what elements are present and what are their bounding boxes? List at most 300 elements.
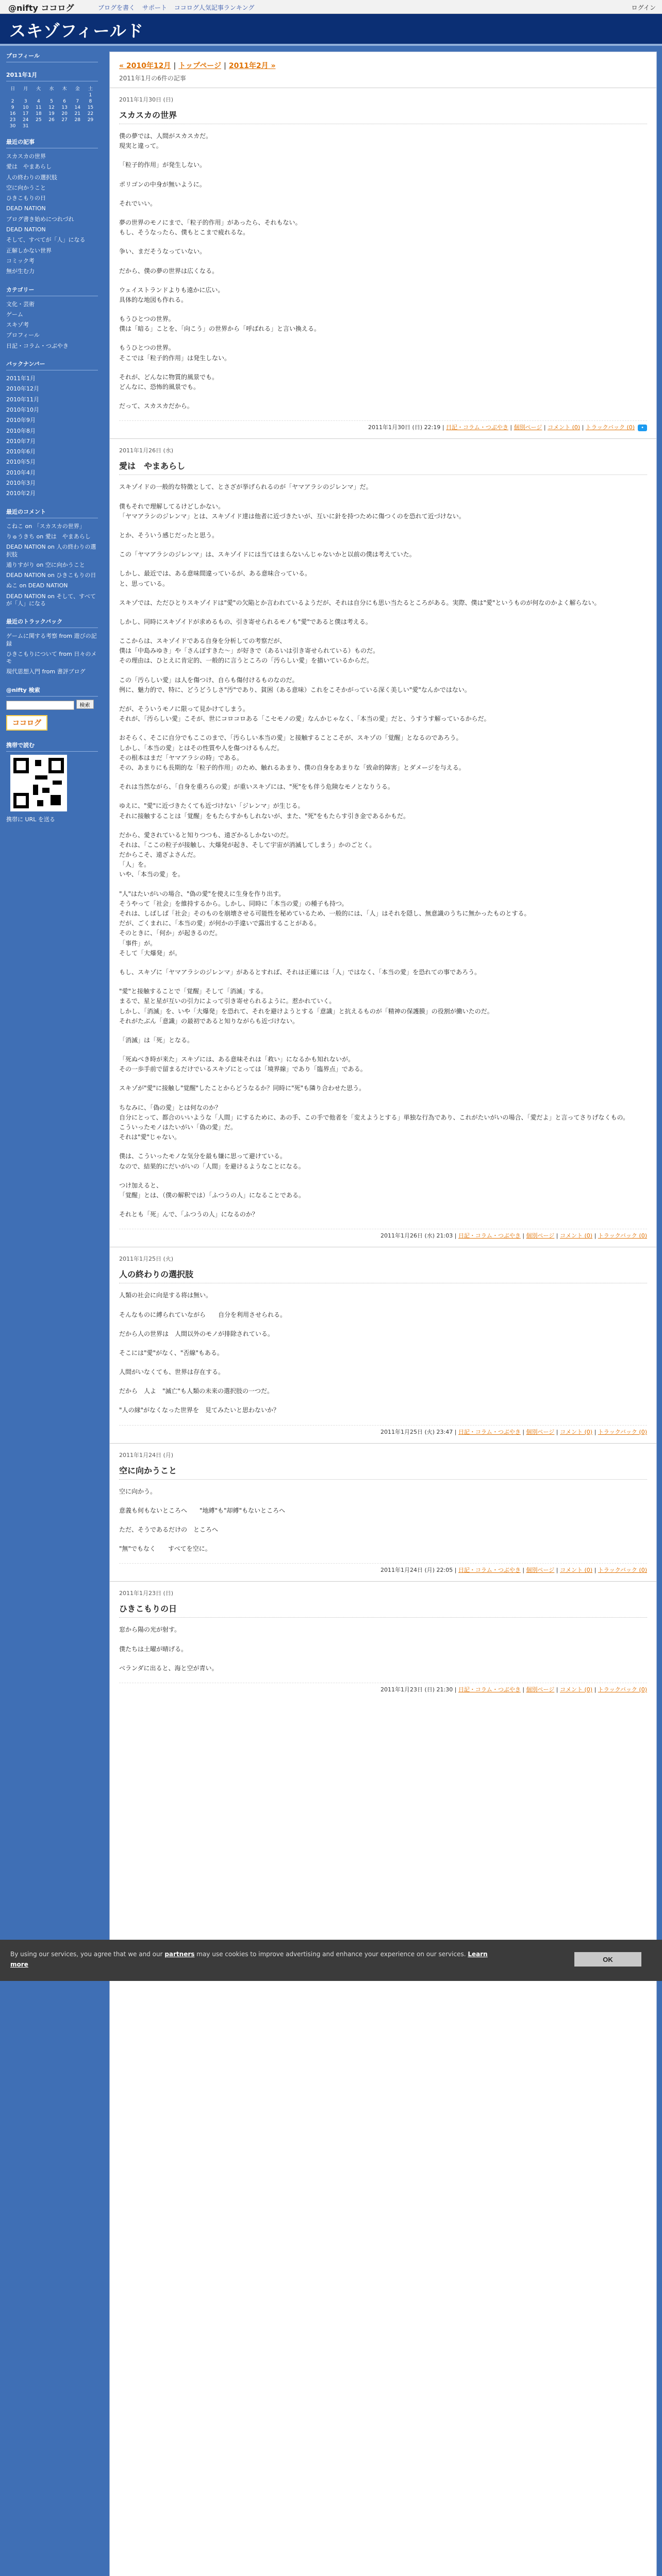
entry-text-line: 「覚醒」とは、（僕の解釈では）「ふつうの人」になることである。 xyxy=(119,1191,305,1199)
recent-post-link[interactable]: 正解しかない世界 xyxy=(6,247,52,254)
entry-text-line: ここからは、スキゾイドである自身を分析しての考察だが、 xyxy=(119,637,286,645)
calendar-row xyxy=(6,123,97,129)
comment-link[interactable]: DEAD NATION on ひきこもりの日 xyxy=(6,572,96,579)
trackback-link[interactable]: ひきこもりについて from 日々のメモ xyxy=(6,650,97,665)
comment-link[interactable]: こねこ on 「スカスカの世界」 xyxy=(6,522,85,530)
paragraph-gap xyxy=(119,724,647,733)
topbar-link-ranking[interactable]: ココログ人気記事ランキング xyxy=(174,4,255,11)
calendar-day[interactable]: 15 xyxy=(87,105,94,110)
entry-text-line: "愛"と接触することで「覚醒」そして「消滅」する。 xyxy=(119,988,268,995)
entry-text-line: 「消滅」は「死」となる。 xyxy=(119,1036,194,1044)
entry-text-line: 現実と違って。 xyxy=(119,142,162,150)
paragraph-gap xyxy=(119,257,647,266)
category-link[interactable]: ゲーム xyxy=(6,311,23,318)
paragraph-gap xyxy=(119,560,647,569)
entry-text-line: だから、愛されていると知りつつも、遠ざかるしかないのだ。 xyxy=(119,831,293,839)
cookie-ok-button[interactable]: OK xyxy=(574,1952,641,1967)
paragraph-gap xyxy=(119,1654,647,1664)
category-heading: カテゴリー xyxy=(6,284,98,296)
archive-link[interactable]: 2011年1月 xyxy=(6,375,36,382)
calendar-day xyxy=(32,123,45,129)
paragraph-gap xyxy=(119,1497,647,1506)
entry-text-line: だからこそ、遠ざよさんだ。 xyxy=(119,851,200,859)
entry-text-line: それは当然ながら、「自身を重ろらの愛」が重いスキゾには、"死"をも伴う危険なモノとなりうる。 xyxy=(119,783,394,791)
comments-heading: 最近のコメント xyxy=(6,506,98,518)
calendar-day[interactable]: 23 xyxy=(9,117,16,123)
calendar-row xyxy=(6,84,97,92)
archive-link[interactable]: 2010年9月 xyxy=(6,417,36,424)
paragraph-gap xyxy=(119,589,647,598)
calendar-day[interactable]: 9 xyxy=(11,105,14,110)
paragraph-gap xyxy=(119,1339,647,1348)
pager-next-link[interactable]: 2011年2月 » xyxy=(228,62,276,70)
post-count-label: 2011年1月の6件の記事 xyxy=(119,75,186,82)
paragraph-gap xyxy=(119,1074,647,1083)
cookie-learn-more-link[interactable]: Learn more xyxy=(10,1951,488,1969)
entry-footer: 2011年1月30日 (日) 22:19 | 日記・コラム・つぶやき | 個別ページ | コメント (0) | トラックバック (0) • xyxy=(119,420,647,431)
entry-text-line: だから、僕の夢の世界は広くなる。 xyxy=(119,267,219,275)
entry-text-line: とか、そういう感じだったと思う。 xyxy=(119,531,219,539)
calendar-day[interactable]: 14 xyxy=(74,105,80,110)
entry-timestamp: 2011年1月25日 (火) 23:47 xyxy=(380,1428,453,1435)
archive-link[interactable]: 2010年5月 xyxy=(6,459,36,466)
calendar-heading: 2011年1月 xyxy=(6,70,98,81)
entry-text-line: と、思っている。 xyxy=(119,580,169,587)
paragraph-gap xyxy=(119,958,647,968)
calendar-day[interactable]: 19 xyxy=(48,111,55,116)
paragraph-gap xyxy=(119,977,647,987)
paragraph-gap xyxy=(119,1358,647,1367)
entry-date: 2011年1月24日 (月) xyxy=(119,1451,174,1459)
paragraph-gap xyxy=(119,1535,647,1544)
archive-link[interactable]: 2010年8月 xyxy=(6,427,36,434)
entry-list xyxy=(110,88,656,1701)
blog-entry xyxy=(110,88,656,438)
entry-footer-link[interactable]: 個別ページ xyxy=(526,1232,555,1240)
comment-link[interactable]: DEAD NATION on そして、すべてが「人」になる xyxy=(6,592,96,607)
calendar-day[interactable]: 24 xyxy=(22,117,29,123)
entry-date: 2011年1月23日 (日) xyxy=(119,1590,174,1597)
entry-footer-link[interactable]: トラックバック (0) xyxy=(598,1232,647,1240)
comment-link[interactable]: 通りすがり on 空に向かうこと xyxy=(6,561,85,568)
paragraph-gap xyxy=(119,334,647,343)
entry-footer-link[interactable]: コメント (0) xyxy=(548,424,581,431)
entry-footer-link[interactable]: コメント (0) xyxy=(560,1686,593,1693)
entry-text-line: 例に、魅力的で、特に、どうどうしさ"汚"であり、貧困（ある意味）これをこそかがっている深く美しい"愛"なんかではない。 xyxy=(119,686,471,693)
mobile-send-url[interactable]: 携帯に URL を送る xyxy=(6,816,55,823)
recent-post-link[interactable]: 愛は やまあらし xyxy=(6,163,52,171)
search-section xyxy=(6,685,98,733)
entry-text-line: 具体的な地図も作れる。 xyxy=(119,296,188,303)
cookie-partners-link[interactable]: partners xyxy=(164,1951,195,1958)
entry-text-line: その、あまりにも長期的な「粒子的作用」のため、触れるあまり、僕の自身をあまりな「致命的障害」とダメージを与える。 xyxy=(119,764,465,771)
trackbacks-heading: 最近のトラックバック xyxy=(6,616,98,628)
calendar-day[interactable]: 17 xyxy=(22,111,29,116)
calendar-day[interactable]: 22 xyxy=(87,111,94,116)
calendar-day[interactable]: 20 xyxy=(61,111,68,116)
calendar-day xyxy=(6,92,19,98)
calendar-day[interactable]: 11 xyxy=(36,105,42,110)
paragraph-gap xyxy=(119,209,647,218)
entry-text-line: どんなに、恐怖的風景でも。 xyxy=(119,383,200,391)
entry-footer-link[interactable]: コメント (0) xyxy=(560,1232,593,1240)
comment-link[interactable]: DEAD NATION on 人の終わりの選択肢 xyxy=(6,544,96,558)
calendar-weekday: 月 xyxy=(23,87,28,92)
comments-list xyxy=(6,521,98,609)
entry-text-line: ベランダに出ると、海と空が青い。 xyxy=(119,1664,218,1672)
calendar-day xyxy=(58,123,71,129)
calendar-day xyxy=(19,92,32,98)
entry-text-line: 「死ぬべき時が来た」スキゾには、ある意味それは「救い」になるかも知れないが。 xyxy=(119,1056,355,1063)
pager-sep: | xyxy=(221,62,229,70)
category-section xyxy=(6,284,98,351)
entry-text-line: つけ加えると、 xyxy=(119,1181,163,1189)
calendar-row xyxy=(6,111,97,117)
entry-text-line: もし、スキゾに「ヤマアラシのジレンマ」があるとすれば、それは正確には「人」ではなく、「本当の愛」を恐れての事であろう。 xyxy=(119,968,481,976)
recent-post-link[interactable]: ひきこもりの日 xyxy=(6,195,46,202)
entry-text-line: そこでは「粒子的作用」は発生しない。 xyxy=(119,354,231,362)
recent-post-link[interactable]: ブログ書き始めにつれづれ xyxy=(6,215,74,223)
mobile-section xyxy=(6,740,98,825)
entry-text-line: そこには"愛"がなく、"否線"もある。 xyxy=(119,1349,223,1357)
recent-posts-section xyxy=(6,137,98,277)
entry-text-line: この「ヤマアラシのジレンマ」は、スキゾイドには当てはまらないんじゃないかと以前の僕は考えていた。 xyxy=(119,551,416,558)
entry-text-line: それとも「死」んで、「ふつうの人」になるのか？ xyxy=(119,1211,258,1218)
entry-text-line: それは"愛"じゃない。 xyxy=(119,1133,181,1141)
entry-footer-link[interactable]: 日記・コラム・つぶやき xyxy=(458,1428,521,1435)
paragraph-gap xyxy=(119,1172,647,1181)
entry-text-line: その根本はまだ「ヤマアラシの時」である。 xyxy=(119,754,243,761)
entry-text-line: "人の縁"がなくなった世界を 見てみたいと思わないか？ xyxy=(119,1406,280,1414)
blog-entry xyxy=(110,1247,656,1443)
entry-footer-link[interactable]: 日記・コラム・つぶやき xyxy=(458,1567,521,1574)
paragraph-gap xyxy=(119,792,647,801)
calendar-day[interactable]: 25 xyxy=(36,117,42,123)
entry-text-line: それは、しばしば「社会」そのものを崩壊させる可能性を秘めているため、一般的には、「人」はそれを隠し、無意識のうちに無かったものとする。 xyxy=(119,910,531,917)
paragraph-gap xyxy=(119,1142,647,1151)
entry-title[interactable]: 空に向かうこと xyxy=(119,1462,647,1480)
entry-text-line: だが、そういうモノに限って見かけてしまう。 xyxy=(119,705,249,713)
calendar-day[interactable]: 8 xyxy=(89,99,92,104)
entry-footer-link[interactable]: コメント (0) xyxy=(560,1428,593,1435)
archive-link[interactable]: 2010年2月 xyxy=(6,490,36,497)
calendar-day[interactable]: 28 xyxy=(74,117,80,123)
archive-link[interactable]: 2010年10月 xyxy=(6,406,39,413)
pager-top-link[interactable]: トップページ xyxy=(178,62,221,70)
blog-title[interactable]: スキゾフィールド xyxy=(9,21,144,41)
category-list xyxy=(6,299,98,351)
entry-text-line: ちなみに、「偽の愛」とは何なのか？ xyxy=(119,1104,222,1111)
entry-title[interactable]: 愛は やまあらし xyxy=(119,457,647,475)
archive-heading: バックナンバー xyxy=(6,359,98,370)
entry-footer-link[interactable]: トラックバック (0) xyxy=(585,424,635,431)
entry-text-line: だから 人よ "滅亡"も人類の未来の選択肢の一つだ。 xyxy=(119,1387,274,1395)
paragraph-gap xyxy=(119,1045,647,1055)
archive-link[interactable]: 2010年6月 xyxy=(6,448,36,455)
entry-text-line: そして「大爆発」が。 xyxy=(119,949,181,957)
paragraph-gap xyxy=(119,540,647,550)
month-pager xyxy=(119,60,647,71)
calendar-day[interactable]: 13 xyxy=(61,105,68,110)
archive-section xyxy=(6,359,98,499)
entry-text-line: そうやって「社会」を維持するから。しかし、同時に「本当の愛」の種子も持つ。 xyxy=(119,900,348,907)
calendar-day xyxy=(84,123,97,129)
calendar-day xyxy=(71,123,84,129)
entry-footer-link[interactable]: 個別ページ xyxy=(514,424,542,431)
calendar-day[interactable]: 29 xyxy=(87,117,94,123)
entry-text-line: 「事件」が。 xyxy=(119,939,157,947)
calendar-day[interactable]: 2 xyxy=(11,99,14,104)
calendar-day xyxy=(71,92,84,98)
entry-text-line: ゆえに、"愛"に近づきたくても近づけない「ジレンマ」が生じる。 xyxy=(119,802,304,810)
entry-text-line: 人間がいなくても、世界は存在する。 xyxy=(119,1368,225,1376)
entry-text-line: それがたぶん「意識」の最初であると知りながらも近づけない。 xyxy=(119,1017,299,1025)
profile-heading[interactable]: プロフィール xyxy=(6,50,98,62)
entry-footer: 2011年1月25日 (火) 23:47 | 日記・コラム・つぶやき | 個別ページ | コメント (0) | トラックバック (0) xyxy=(119,1425,647,1436)
entry-text-line: それに接触することは「覚醒」をもたらすかもしれないが、また、"死"をもたらす引き金であるかもだ。 xyxy=(119,812,410,820)
calendar-day[interactable]: 16 xyxy=(9,111,16,116)
archive-link[interactable]: 2010年4月 xyxy=(6,469,36,476)
entry-timestamp: 2011年1月26日 (水) 21:03 xyxy=(380,1232,453,1240)
calendar-row xyxy=(6,117,97,123)
recent-posts-list xyxy=(6,151,98,277)
archive-link[interactable]: 2010年3月 xyxy=(6,480,36,487)
calendar-row xyxy=(6,105,97,111)
entry-footer-link[interactable]: 個別ページ xyxy=(526,1428,555,1435)
calendar-day[interactable]: 31 xyxy=(22,124,29,129)
entry-title[interactable]: ひきこもりの日 xyxy=(119,1600,647,1618)
category-link[interactable]: 日記・コラム・つぶやき xyxy=(6,342,69,349)
entry-text-line: その理由は、ひとえに肯定的、一般的に言うところの「汚らしい愛」を描いているからだ。 xyxy=(119,657,373,665)
entry-text-line: 空に向かう。 xyxy=(119,1487,157,1495)
paragraph-gap xyxy=(119,392,647,401)
trackback-link[interactable]: 現代思想入門 from 書評ブログ xyxy=(6,668,86,675)
paragraph-gap xyxy=(119,608,647,617)
calendar-weekday: 木 xyxy=(62,87,67,92)
entry-footer-link[interactable]: トラックバック (0) xyxy=(598,1686,647,1693)
entry-text-line: それが、「汚らしい愛」こそが、世にコロコロある「こセモノの愛」なんかじゃなく、「本当の愛」だと、うすうす解っているからだ。 xyxy=(119,715,490,723)
blog-entry xyxy=(110,1443,656,1582)
calendar-weekday: 水 xyxy=(49,87,54,92)
entry-text-line: 窓から陽の光が射す。 xyxy=(119,1626,181,1634)
pager-sep: | xyxy=(171,62,179,70)
calendar-day[interactable]: 10 xyxy=(22,105,29,110)
comment-link[interactable]: ぬこ on DEAD NATION xyxy=(6,582,68,589)
entry-text-line: 僕たちは土曜が晴げる。 xyxy=(119,1645,188,1653)
entry-text-line: 僕は、こういったモノな気分を最も嫌に思って避けている。 xyxy=(119,1153,286,1160)
category-link[interactable]: スキゾ考 xyxy=(6,321,29,329)
calendar-day[interactable]: 30 xyxy=(9,124,16,129)
paragraph-gap xyxy=(119,1516,647,1525)
topbar-login[interactable]: ログイン xyxy=(631,4,656,11)
paragraph-gap xyxy=(119,276,647,285)
paragraph-gap xyxy=(119,493,647,502)
nifty-logo[interactable]: @nifty ココログ xyxy=(8,3,74,13)
topbar-link-support[interactable]: サポート xyxy=(142,4,167,11)
paragraph-gap xyxy=(119,1026,647,1036)
recent-post-link[interactable]: DEAD NATION xyxy=(6,205,46,212)
entry-text-line: "無"でもなく すべてを空に。 xyxy=(119,1545,211,1553)
calendar-weekday: 金 xyxy=(75,87,80,92)
paragraph-gap xyxy=(119,238,647,247)
calendar-day[interactable]: 6 xyxy=(63,99,66,104)
entry-text-line: ポリゴンの中身が無いように。 xyxy=(119,180,206,188)
calendar-weekday: 日 xyxy=(10,87,15,92)
sidebar xyxy=(0,46,103,2576)
entry-text-line: 自分にとって、都合のいいような「人間」にするために、あの手、この手で他者を「変えようとする」単独な行為であり、これがたいがいの場合、「愛だよ」と言ってさりげなくもの。 xyxy=(119,1113,630,1121)
entry-text-line: しかし、「本当の愛」とはその性質や人を傷つけるもんだ。 xyxy=(119,744,284,752)
mobile-heading: 携帯で読む xyxy=(6,740,98,752)
entry-title[interactable]: 人の終わりの選択肢 xyxy=(119,1266,647,1283)
paragraph-gap xyxy=(119,1320,647,1329)
entry-title[interactable]: スカスカの世界 xyxy=(119,107,647,124)
entry-footer-link[interactable]: 個別ページ xyxy=(526,1686,555,1693)
recent-post-link[interactable]: コミック考 xyxy=(6,257,35,264)
entry-text-line: そのときに、「何か」が起きるのだ。 xyxy=(119,929,222,937)
recent-post-link[interactable]: そして、すべてが「人」になる xyxy=(6,236,86,244)
cookie-text: By using our services, you agree that we and our partners may use cookies to improve advertising and enhance your experience on our services. Learn more xyxy=(10,1951,488,1969)
entry-text-line: 人類の社会に向是する将は無い。 xyxy=(119,1292,212,1299)
entry-footer-link[interactable]: 個別ページ xyxy=(526,1567,555,1574)
entry-text-line: スキゾでは、ただひとりスキゾイドは"愛"の欠陥とか言われているようだが、それは自分にも思い当たるところがある。実際、僕は"愛"というものが何なのかよく解らない。 xyxy=(119,599,601,606)
trackbacks-section xyxy=(6,616,98,677)
tweet-button[interactable]: • xyxy=(638,425,647,431)
topbar-links xyxy=(98,3,259,12)
entry-text-line: 僕は「暗る」ことを、「向こう」の世界から「呼ばれる」と言い換える。 xyxy=(119,325,321,333)
entry-text-line: 僕の夢では、人間がスカスカだ。 xyxy=(119,132,212,140)
entry-text-line: スキゾイドの一般的な特徴として、とさざが挙げられるのが「ヤマアラシのジレンマ」だ。 xyxy=(119,483,372,491)
entry-text-line: ただ、そうであるだけの ところへ xyxy=(119,1526,219,1533)
calendar-day[interactable]: 26 xyxy=(48,117,55,123)
paragraph-gap xyxy=(119,363,647,372)
entry-text-line: ウェイストランドよりも遠かに広い。 xyxy=(119,286,224,294)
entry-text-line: "人"はたいがいの場合、"偽の愛"を使えに生身を作り出す。 xyxy=(119,890,285,897)
paragraph-gap xyxy=(119,1094,647,1103)
entry-text-line: まるで、星と星が互いの引力によって引き寄せられるように。惹かれていく。 xyxy=(119,997,336,1005)
comments-section xyxy=(6,506,98,609)
entry-footer: 2011年1月26日 (水) 21:03 | 日記・コラム・つぶやき | 個別ページ | コメント (0) | トラックバック (0) xyxy=(119,1229,647,1240)
calendar-day[interactable]: 3 xyxy=(24,99,27,104)
entry-text-line: この「汚らしい愛」は人を傷つけ、自らも傷付けるものなのだ。 xyxy=(119,676,299,684)
entry-text-line: だが、ごくまれに、「本当の愛」が何かの手違いで露出することがある。 xyxy=(119,920,321,927)
calendar-day[interactable]: 12 xyxy=(48,105,55,110)
entry-text-line: その一歩手前で留まるだけでいるスキゾにとっては「境界線」であり「臨界点」である。 xyxy=(119,1065,367,1073)
paragraph-gap xyxy=(119,171,647,180)
entry-text-line: もうひとつの世界。 xyxy=(119,315,175,323)
entry-text-line: 「人」を。 xyxy=(119,861,151,869)
entry-text-line: 夢の世界のモノにまで、「粒子的作用」があったら、それもない。 xyxy=(119,218,302,226)
entry-text-line: しかし、同時にスキゾイドが求めるもの、引き寄せられるモノも"愛"であると僕は考える。 xyxy=(119,618,372,625)
entry-text-line: スキゾが"愛"に接触し"覚醒"したことからどうなるか？同時に"死"も隣り合わせた思う。 xyxy=(119,1084,366,1092)
entry-text-line: いや、「本当の愛」を。 xyxy=(119,871,184,878)
search-heading: @nifty 検索 xyxy=(6,685,98,697)
entry-date: 2011年1月26日 (水) xyxy=(119,447,174,454)
paragraph-gap xyxy=(119,880,647,889)
entry-text-line: 「粒子的作用」が発生しない。 xyxy=(119,161,206,169)
topbar-link-write[interactable]: ブログを書く xyxy=(98,4,136,11)
archive-link[interactable]: 2010年7月 xyxy=(6,437,36,445)
paragraph-gap xyxy=(119,1200,647,1210)
comment-link[interactable]: りゅうきち on 愛は やまあらし xyxy=(6,533,91,540)
category-link[interactable]: プロフィール xyxy=(6,332,40,339)
paragraph-gap xyxy=(119,1396,647,1405)
calendar-table xyxy=(6,84,97,129)
recent-post-link[interactable]: 空に向かうこと xyxy=(6,184,46,191)
pager-prev-link[interactable]: « 2010年12月 xyxy=(119,62,171,70)
calendar-day[interactable]: 21 xyxy=(74,111,80,116)
calendar-day[interactable]: 5 xyxy=(50,99,53,104)
entry-text-line: 争い、まだそうなっていない。 xyxy=(119,248,206,256)
archive-link[interactable]: 2010年12月 xyxy=(6,385,39,393)
search-input[interactable] xyxy=(6,701,74,710)
nifty-topbar xyxy=(0,0,662,14)
entry-text-line: 意義も何もないところへ "地縛"も"却縛"もないところへ xyxy=(119,1506,286,1514)
entry-text-line: なので、結果的にだいがいの「人間」を避けるようなことになる。 xyxy=(119,1162,305,1170)
entry-text-line: そんなものに縛られていながら 自分を利用させられる。 xyxy=(119,1311,287,1318)
calendar-day[interactable]: 18 xyxy=(36,111,42,116)
paragraph-gap xyxy=(119,190,647,199)
paragraph-gap xyxy=(119,695,647,704)
trackback-link[interactable]: ゲームに関する考察 from 遊びの記録 xyxy=(6,633,97,647)
recent-post-link[interactable]: DEAD NATION xyxy=(6,226,46,233)
entry-date: 2011年1月25日 (火) xyxy=(119,1256,174,1263)
entry-text-line: こういったモノはたいがい「偽の愛」だ。 xyxy=(119,1124,237,1131)
calendar-day[interactable]: 7 xyxy=(76,99,79,104)
entry-footer: 2011年1月23日 (日) 21:30 | 日記・コラム・つぶやき | 個別ページ | コメント (0) | トラックバック (0) xyxy=(119,1683,647,1693)
calendar-day[interactable]: 1 xyxy=(89,93,92,98)
calendar-day[interactable]: 27 xyxy=(61,117,68,123)
calendar-weekday: 火 xyxy=(36,87,41,92)
entry-footer-link[interactable]: トラックバック (0) xyxy=(598,1567,647,1574)
paragraph-gap xyxy=(119,305,647,314)
entry-footer-link[interactable]: 日記・コラム・つぶやき xyxy=(458,1232,521,1240)
entry-text-line: それでいい。 xyxy=(119,199,157,207)
paragraph-gap xyxy=(119,773,647,782)
archive-link[interactable]: 2010年11月 xyxy=(6,396,39,403)
trackbacks-list xyxy=(6,631,98,677)
calendar-row xyxy=(6,92,97,98)
entry-text-line: しかし、「消滅」を、いや「大爆発」を恐れて、それを避けようとする「意識」と抗えるものが「精神の保護膜」の役割が働いたのだ。 xyxy=(119,1007,493,1015)
entry-text-line: もうひとつの世界。 xyxy=(119,344,175,352)
entry-footer-link[interactable]: 日記・コラム・つぶやき xyxy=(458,1686,521,1693)
entry-footer-link[interactable]: コメント (0) xyxy=(560,1567,593,1574)
blog-entry xyxy=(110,438,656,1247)
entry-footer-link[interactable]: 日記・コラム・つぶやき xyxy=(446,424,508,431)
calendar-day[interactable]: 4 xyxy=(37,99,40,104)
recent-post-link[interactable]: 無が生む力 xyxy=(6,268,35,275)
entry-text-line: それが、どんなに物質的風景でも。 xyxy=(119,373,219,381)
cocolog-badge[interactable]: ココログ xyxy=(6,715,47,731)
recent-post-link[interactable]: 人の終わりの選択肢 xyxy=(6,174,57,181)
blog-entry xyxy=(110,1581,656,1701)
entry-footer-link[interactable]: トラックバック (0) xyxy=(598,1428,647,1435)
paragraph-gap xyxy=(119,1377,647,1386)
category-link[interactable]: 文化・芸術 xyxy=(6,300,35,308)
paragraph-gap xyxy=(119,627,647,636)
recent-posts-heading: 最近の記事 xyxy=(6,137,98,148)
archive-list xyxy=(6,374,98,499)
entry-text-line: 僕は「中島みゆき」や「さんぽすきた～」が好きで（あるいは引き寄せられている）ものだ。 xyxy=(119,647,379,655)
qr-code-icon xyxy=(10,755,67,811)
entry-text-line: それは、「ここの粒子が接触し、大爆発が起き、そして宇宙が消滅してしまう」かのごとく。 xyxy=(119,841,376,849)
search-button[interactable]: 検索 xyxy=(76,700,94,709)
entry-text-line: だから人の世界は 人間以外のモノが排除されている。 xyxy=(119,1330,274,1337)
entry-timestamp: 2011年1月24日 (月) 22:05 xyxy=(380,1567,453,1574)
recent-post-link[interactable]: スカスカの世界 xyxy=(6,153,46,160)
calendar-row xyxy=(6,98,97,105)
paragraph-gap xyxy=(119,666,647,675)
entry-text-line: おそらく、そこに自分でもここのまで、「汚らしい本当の愛」と接触することこそが、スキゾの「覚醒」となるのであろう。 xyxy=(119,734,462,742)
